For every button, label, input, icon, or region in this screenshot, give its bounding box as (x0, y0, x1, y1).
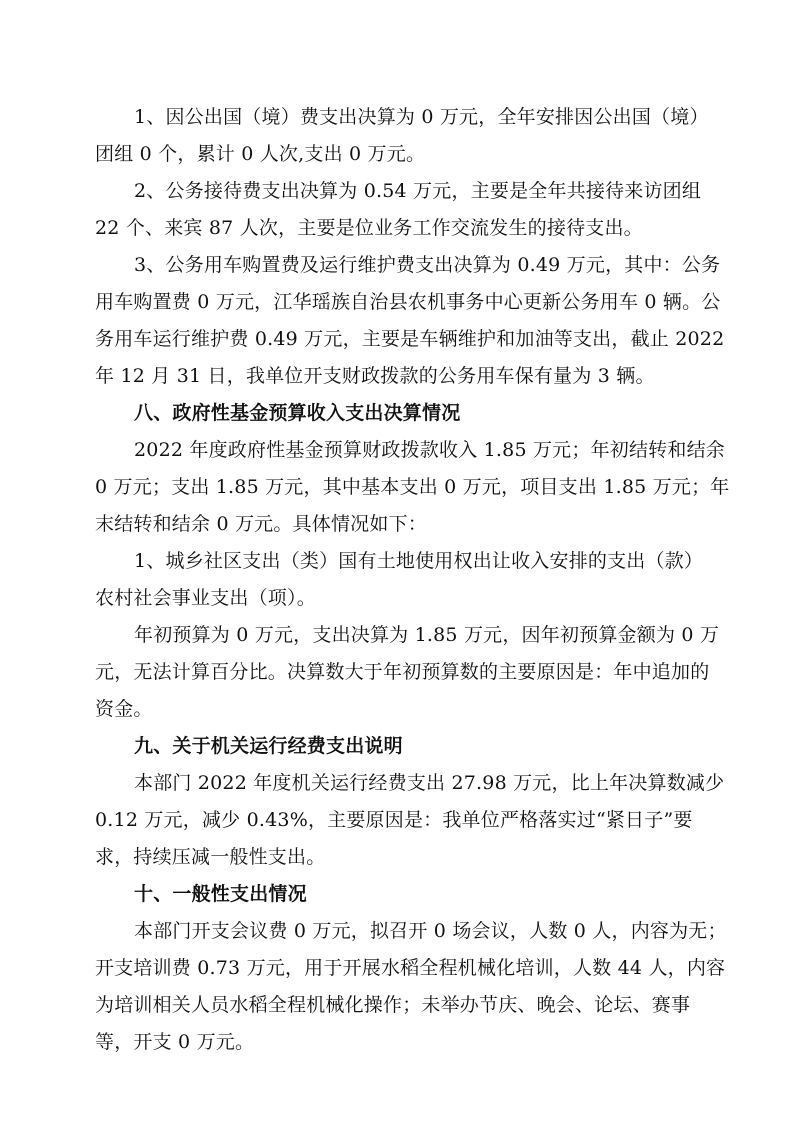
paragraph-line: 本部门开支会议费 0 万元，拟召开 0 场会议，人数 0 人，内容为无； (134, 920, 727, 942)
section-heading: 九、关于机关运行经费支出说明 (134, 735, 403, 757)
paragraph-line: 1、城乡社区支出（类）国有土地使用权出让收入安排的支出（款） (134, 550, 704, 572)
paragraph-line: 末结转和结余 0 万元。具体情况如下： (95, 513, 427, 535)
section-heading: 八、政府性基金预算收入支出决算情况 (134, 402, 461, 424)
section-heading: 十、一般性支出情况 (134, 883, 307, 905)
paragraph-line: 求，持续压减一般性支出。 (95, 846, 326, 868)
paragraph-line: 开支培训费 0.73 万元，用于开展水稻全程机械化培训，人数 44 人，内容 (95, 957, 726, 979)
paragraph-line: 务用车运行维护费 0.49 万元，主要是车辆维护和加油等支出，截止 2022 (95, 328, 725, 350)
paragraph-line: 0 万元；支出 1.85 万元，其中基本支出 0 万元，项目支出 1.85 万元；年 (95, 476, 730, 498)
paragraph-line: 元，无法计算百分比。决算数大于年初预算数的主要原因是：年中追加的 (95, 661, 710, 683)
paragraph-line: 年 12 月 31 日，我单位开支财政拨款的公务用车保有量为 3 辆。 (95, 365, 655, 387)
paragraph-line: 2022 年度政府性基金预算财政拨款收入 1.85 万元；年初结转和结余 (134, 439, 725, 461)
paragraph-line: 3、公务用车购置费及运行维护费支出决算为 0.49 万元，其中：公务 (134, 254, 721, 276)
paragraph-line: 资金。 (95, 698, 153, 720)
paragraph-line: 团组 0 个，累计 0 人次,支出 0 万元。 (95, 143, 426, 165)
paragraph-line: 用车购置费 0 万元，江华瑶族自治县农机事务中心更新公务用车 0 辆。公 (95, 291, 721, 313)
paragraph-line: 农村社会事业支出（项）。 (95, 587, 316, 609)
paragraph-line: 22 个、来宾 87 人次，主要是位业务工作交流发生的接待支出。 (95, 217, 643, 239)
paragraph-line: 年初预算为 0 万元，支出决算为 1.85 万元，因年初预算金额为 0 万 (134, 624, 720, 646)
paragraph-line: 0.12 万元，减少 0.43%，主要原因是：我单位严格落实过“紧日子”要 (95, 809, 693, 831)
paragraph-line: 本部门 2022 年度机关运行经费支出 27.98 万元，比上年决算数减少 (134, 772, 725, 794)
paragraph-line: 1、因公出国（境）费支出决算为 0 万元，全年安排因公出国（境） (134, 106, 709, 128)
paragraph-line: 等，开支 0 万元。 (95, 1031, 255, 1053)
paragraph-line: 2、公务接待费支出决算为 0.54 万元，主要是全年共接待来访团组 (134, 180, 702, 202)
paragraph-line: 为培训相关人员水稻全程机械化操作；未举办节庆、晚会、论坛、赛事 (95, 994, 691, 1016)
